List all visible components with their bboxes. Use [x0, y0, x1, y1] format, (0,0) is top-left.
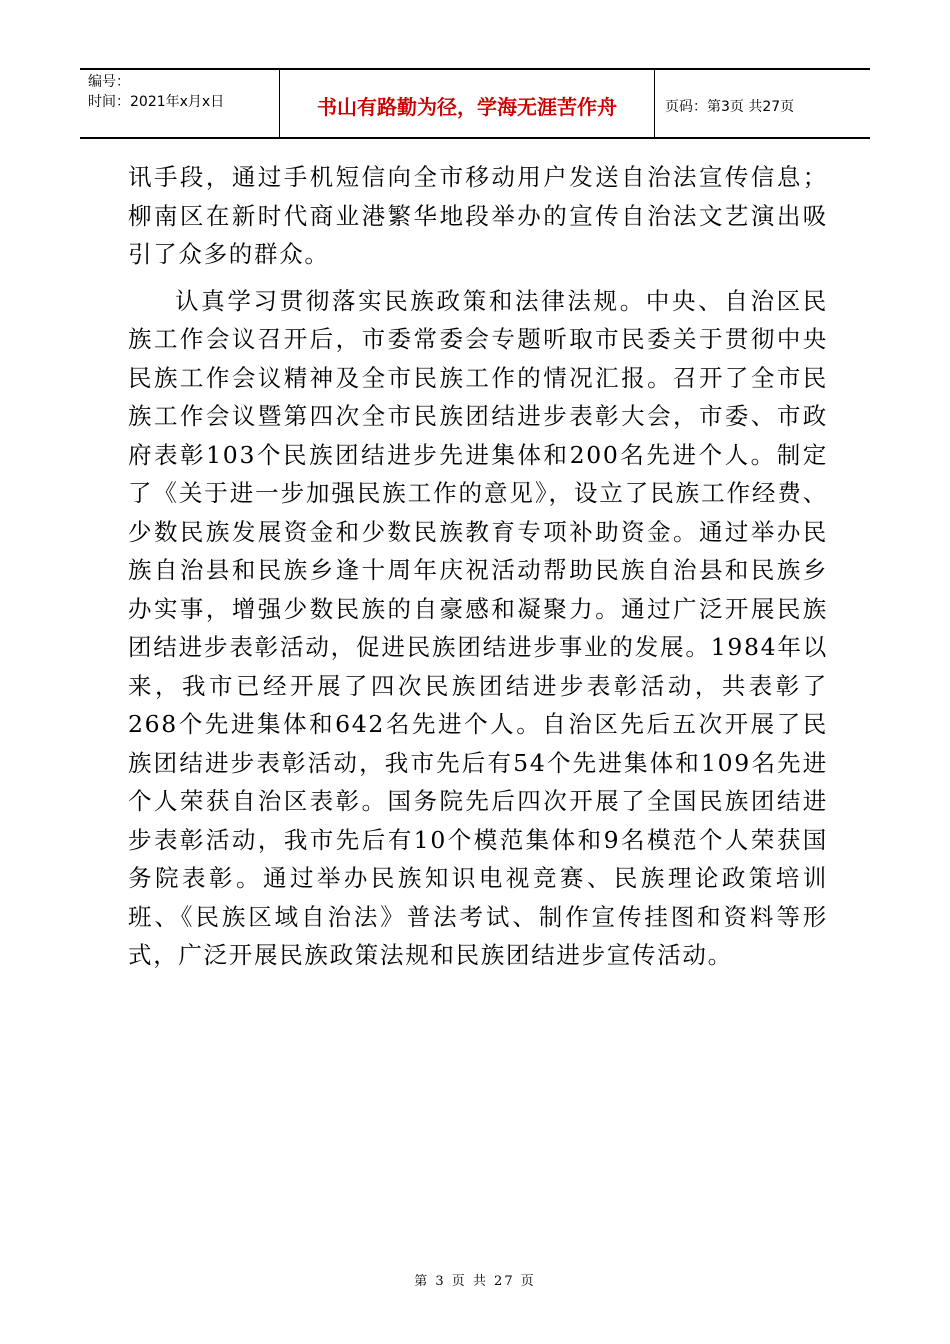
page-header — [80, 68, 870, 139]
page-info-text: 页码：第3页 共27页 — [665, 98, 795, 115]
body-paragraph: 讯手段，通过手机短信向全市移动用户发送自治法宣传信息；柳南区在新时代商业港繁华地段举办的宣传自治法文艺演出吸引了众多的群众。 — [128, 163, 828, 268]
header-motto — [280, 70, 655, 137]
document-body — [128, 158, 828, 975]
header-page-info — [655, 70, 870, 137]
serial-label: 编号： — [88, 74, 130, 90]
page-footer: 第 3 页 共 27 页 — [414, 1274, 536, 1289]
time-label: 时间：2021年x月x日 — [88, 94, 225, 110]
motto-text: 书山有路勤为径，学海无涯苦作舟 — [317, 95, 617, 119]
header-meta — [80, 70, 280, 137]
body-paragraph: 认真学习贯彻落实民族政策和法律法规。中央、自治区民族工作会议召开后，市委常委会专题听取市民委关于贯彻中央民族工作会议精神及全市民族工作的情况汇报。召开了全市民族工作会议暨第四次全市民族团结进步表彰大会，市委、市政府表彰103个民族团结进步先进集体和200名先进个人。制定了《关于进一步加强民族工作的意见》，设立了民族工作经费、少数民族发展资金和少数民族教育专项补助资金。通过举办民族自治县和民族乡逢十周年庆祝活动帮助民族自治县和民族乡办实事，增强少数民族的自豪感和凝聚力。通过广泛开展民族团结进步表彰活动，促进民族团结进步事业的发展。1984年以来，我市已经开展了四次民族团结进步表彰活动，共表彰了268个先进集体和642名先进个人。自治区先后五次开展了民族团结进步表彰活动，我市先后有54个先进集体和109名先进个人荣获自治区表彰。国务院先后四次开展了全国民族团结进步表彰活动，我市先后有10个模范集体和9名模范个人荣获国务院表彰。通过举办民族知识电视竞赛、民族理论政策培训班、《民族区域自治法》普法考试、制作宣传挂图和资料等形式，广泛开展民族政策法规和民族团结进步宣传活动。 — [128, 286, 828, 969]
